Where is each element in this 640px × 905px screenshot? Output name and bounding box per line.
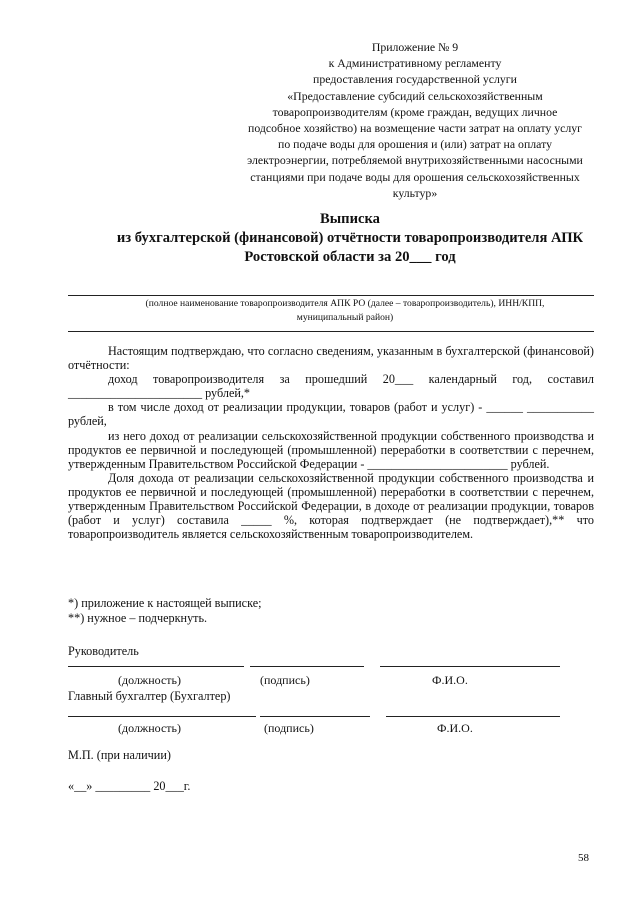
appendix-line: электроэнергии, потребляемой внутрихозяйственными насосными — [247, 153, 583, 168]
paragraph-intro: Настоящим подтверждаю, что согласно сведениям, указанным в бухгалтерской (финансовой) отчётности: — [68, 344, 594, 373]
accountant-signature-caption: (подпись) — [264, 721, 314, 735]
statement-body — [68, 344, 594, 541]
footnotes — [68, 596, 262, 626]
appendix-line: товаропроизводителям (кроме граждан, ведущих личное — [272, 104, 558, 119]
footnote-1: *) приложение к настоящей выписке; — [68, 596, 262, 610]
head-signature-line — [250, 666, 364, 667]
date-line: «__» _________ 20___г. — [68, 779, 191, 793]
head-signature-caption: (подпись) — [260, 673, 310, 687]
title-line-2: из бухгалтерской (финансовой) отчётности товаропроизводителя АПК — [116, 230, 584, 246]
paragraph-income: доход товаропроизводителя за прошедший 20___ календарный год, составил ______________________ рублей,* — [68, 372, 594, 401]
head-position-caption: (должность) — [118, 673, 181, 687]
stamp-label: М.П. (при наличии) — [68, 748, 171, 762]
appendix-line: Приложение № 9 — [371, 40, 459, 54]
accountant-fio-caption: Ф.И.О. — [437, 721, 473, 735]
producer-name-line — [68, 295, 594, 296]
footnote-2: **) нужное – подчеркнуть. — [68, 611, 208, 625]
paragraph-sales-income: в том числе доход от реализации продукции, товаров (работ и услуг) - ______ ___________ рублей, — [68, 400, 594, 429]
head-label: Руководитель — [68, 644, 139, 658]
chief-accountant-label: Главный бухгалтер (Бухгалтер) — [68, 689, 231, 703]
title-line-3: Ростовской области за 20___ год — [244, 249, 456, 265]
appendix-line: к Административному регламенту — [328, 56, 502, 71]
appendix-line: подсобное хозяйство) на возмещение части затрат на оплату услуг — [248, 121, 582, 136]
paragraph-agri-income: из него доход от реализации сельскохозяйственной продукции собственного производства и продуктов ее первичной и последующей (промышленной) переработки в соответствии с перечнем, утвержденным Правительством Российской Федерации - _______________________ рублей. — [68, 428, 594, 471]
producer-name-caption — [80, 297, 610, 324]
head-position-line — [68, 666, 244, 667]
paragraph-share: Доля дохода от реализации сельскохозяйственной продукции собственного производства и продуктов ее первичной и последующей (промышленной) переработки в соответствии с перечнем, утвержденным Правительством Российской Федерации, в доходе от реализации продукции, товаров (работ и услуг) составила _____ %, которая подтверждает (не подтверждает),** что товаропроизводитель является сельскохозяйственным товаропроизводителем. — [68, 470, 594, 542]
head-fio-caption: Ф.И.О. — [432, 673, 468, 687]
appendix-line: по подаче воды для орошения и (или) затрат на оплату — [278, 137, 552, 152]
accountant-signature-line — [260, 716, 370, 717]
appendix-line: «Предоставление субсидий сельскохозяйственным — [287, 88, 543, 103]
head-fio-line — [380, 666, 560, 667]
appendix-header — [222, 39, 608, 201]
caption-line-2: муниципальный район) — [296, 311, 394, 323]
accountant-position-caption: (должность) — [118, 721, 181, 735]
document-title — [60, 210, 640, 267]
appendix-line: культур» — [392, 185, 438, 200]
page-number: 58 — [578, 852, 589, 864]
title-line-1: Выписка — [320, 211, 380, 227]
accountant-fio-line — [386, 716, 560, 717]
accountant-position-line — [68, 716, 256, 717]
appendix-line: предоставления государственной услуги — [313, 72, 517, 87]
appendix-line: станциями при подаче воды для орошения сельскохозяйственных — [250, 169, 580, 184]
separator-line — [68, 331, 594, 332]
caption-line-1: (полное наименование товаропроизводителя АПК РО (далее – товаропроизводитель), ИНН/КПП, — [145, 298, 545, 309]
